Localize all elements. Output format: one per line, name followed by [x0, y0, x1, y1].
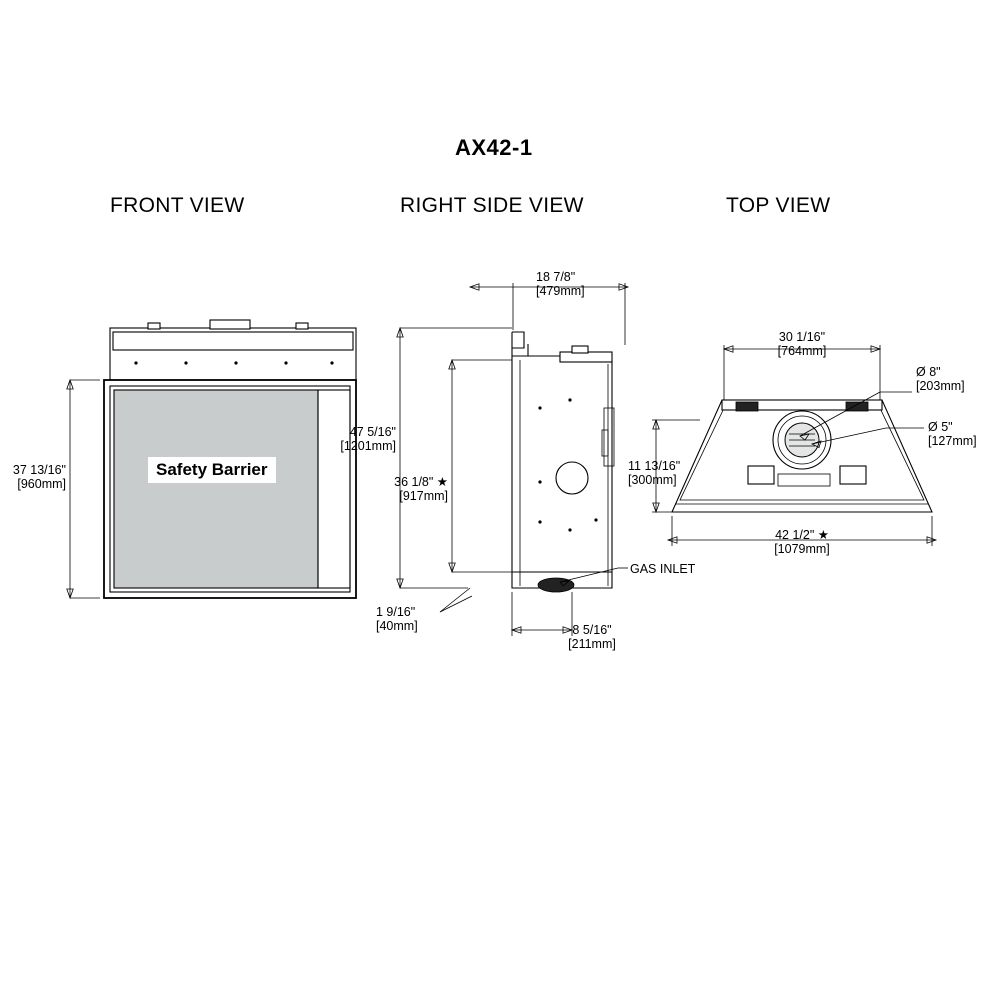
safety-barrier-label: Safety Barrier: [148, 457, 276, 483]
dim-top-flue-inner-imperial: Ø 5": [928, 420, 953, 434]
dim-side-depth-top: [536, 270, 585, 298]
dim-top-rear-width-imperial: 30 1/16": [778, 330, 826, 344]
drawing-title: AX42-1: [455, 135, 533, 160]
dim-side-base-depth: [538, 623, 646, 651]
dim-side-body-height-metric: [917mm]: [399, 489, 448, 503]
dim-side-base-height-metric: [40mm]: [376, 619, 418, 633]
top-view-geometry: [652, 345, 936, 546]
dim-top-depth-imperial: 11 13/16": [628, 459, 681, 473]
dim-side-overall-height: [330, 425, 396, 453]
dim-side-body-height: [382, 475, 448, 503]
dim-side-base-depth-metric: [211mm]: [568, 637, 616, 651]
dim-front-height-metric: [960mm]: [17, 477, 66, 491]
view-label-right-side: RIGHT SIDE VIEW: [400, 194, 584, 217]
dim-top-flue-inner-metric: [127mm]: [928, 434, 977, 448]
dim-side-base-height-imperial: 1 9/16": [376, 605, 416, 619]
view-label-top: TOP VIEW: [726, 194, 831, 217]
dim-top-flue-inner: [928, 420, 977, 448]
dim-side-depth-top-metric: [479mm]: [536, 284, 585, 298]
dim-top-flue-outer-metric: [203mm]: [916, 379, 965, 393]
dim-top-depth-metric: [300mm]: [628, 473, 677, 487]
dim-side-overall-height-metric: [1201mm]: [340, 439, 396, 453]
dim-top-rear-width-metric: [764mm]: [777, 344, 827, 358]
dim-front-height: [0, 463, 66, 491]
view-label-front: FRONT VIEW: [110, 194, 245, 217]
dim-side-base-depth-imperial: 8 5/16": [572, 623, 612, 637]
dim-side-base-height: [376, 605, 418, 633]
dim-side-depth-top-imperial: 18 7/8": [536, 270, 576, 284]
dim-top-flue-outer: [916, 365, 965, 393]
dim-top-flue-outer-imperial: Ø 8": [916, 365, 941, 379]
dim-top-depth: [628, 459, 680, 487]
dim-side-body-height-imperial: 36 1/8" ★: [394, 475, 448, 489]
dim-top-front-width-metric: [1079mm]: [774, 542, 830, 556]
gas-inlet-label: GAS INLET: [630, 562, 696, 576]
side-view-geometry: [397, 283, 628, 636]
dim-top-front-width: [748, 528, 856, 556]
dim-front-height-imperial: 37 13/16": [12, 463, 66, 477]
dim-side-overall-height-imperial: 47 5/16": [349, 425, 396, 439]
dim-top-rear-width: [748, 330, 856, 358]
dim-top-front-width-imperial: 42 1/2" ★: [775, 528, 829, 542]
